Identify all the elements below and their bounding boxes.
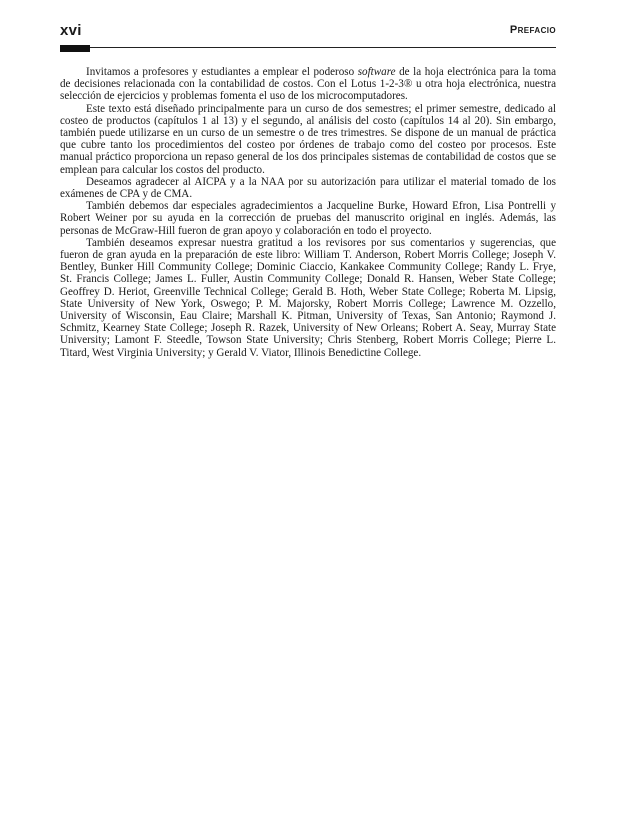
paragraph-proofreading-thanks: También debemos dar especiales agradecimientos a Jacqueline Burke, Howard Efron, Lisa Pontrelli y Robert Weiner por su ayuda en la corrección de pruebas del manuscrito original en inglés. Además, las personas de McGraw-Hill fueron de gran apoyo y colaboración en todo el proyecto.	[60, 200, 556, 237]
header-rule-marker	[60, 45, 90, 52]
body-text	[60, 66, 556, 359]
page-header	[60, 22, 556, 48]
section-title: Prefacio	[509, 24, 556, 36]
header-rule	[60, 47, 556, 48]
page-number: xvi	[60, 22, 82, 39]
paragraph-text: de la hoja electrónica para la toma de decisiones relacionada con la contabilidad de costos. Con el Lotus 1-2-3® u otra hoja electrónica, nuestra selección de ejercicios y problemas fomenta el uso de los microcomputadores.	[60, 66, 556, 103]
paragraph-reviewers-thanks: También deseamos expresar nuestra gratitud a los revisores por sus comentarios y sugerencias, que fueron de gran ayuda en la preparación de este libro: William T. Anderson, Robert Morris College; Joseph V. Bentley, Bunker Hill Community College; Dominic Ciaccio, Kankakee Community College; Randy L. Frye, St. Francis College; James L. Fuller, Austin Community College; Donald R. Hansen, Weber State College; Geoffrey D. Heriot, Greenville Technical College; Gerald B. Hoth, Weber State College; Roberta M. Lipsig, State University of New York, Oswego; P. M. Majorsky, Robert Morris College; Lawrence M. Ozzello, University of Wisconsin, Eau Claire; Marshall K. Pitman, University of Texas, San Antonio; Raymond J. Schmitz, Kearney State College; Joseph R. Razek, University of New Orleans; Robert A. Seay, Murray State University; Lamont F. Steedle, Towson State University; Chris Stenberg, Robert Morris College; Pierre L. Titard, West Virginia University; y Gerald V. Viator, Illinois Benedictine College.	[60, 236, 556, 359]
paragraph-software	[60, 66, 556, 103]
paragraph-course-design: Este texto está diseñado principalmente para un curso de dos semestres; el primer semestre, dedicado al costeo de productos (capítulos 1 al 13) y el segundo, al análisis del costo (capítulos 14 al 20). Sin embargo, también puede utilizarse en un curso de un semestre o de tres trimestres. Se dispone de un manual de práctica que cubre tanto los procedimientos del costeo por órdenes de trabajo como del costeo por procesos. Este manual práctico proporciona un repaso general de los dos principales sistemas de contabilidad de costos que se emplean para calcular los costos del producto.	[60, 102, 556, 176]
emphasis-text: software	[357, 66, 396, 78]
paragraph-text: Invitamos a profesores y estudiantes a emplear el poderoso	[86, 66, 358, 78]
paragraph-aicpa-thanks: Deseamos agradecer al AICPA y a la NAA por su autorización para utilizar el material tomado de los exámenes de CPA y de CMA.	[60, 175, 556, 201]
